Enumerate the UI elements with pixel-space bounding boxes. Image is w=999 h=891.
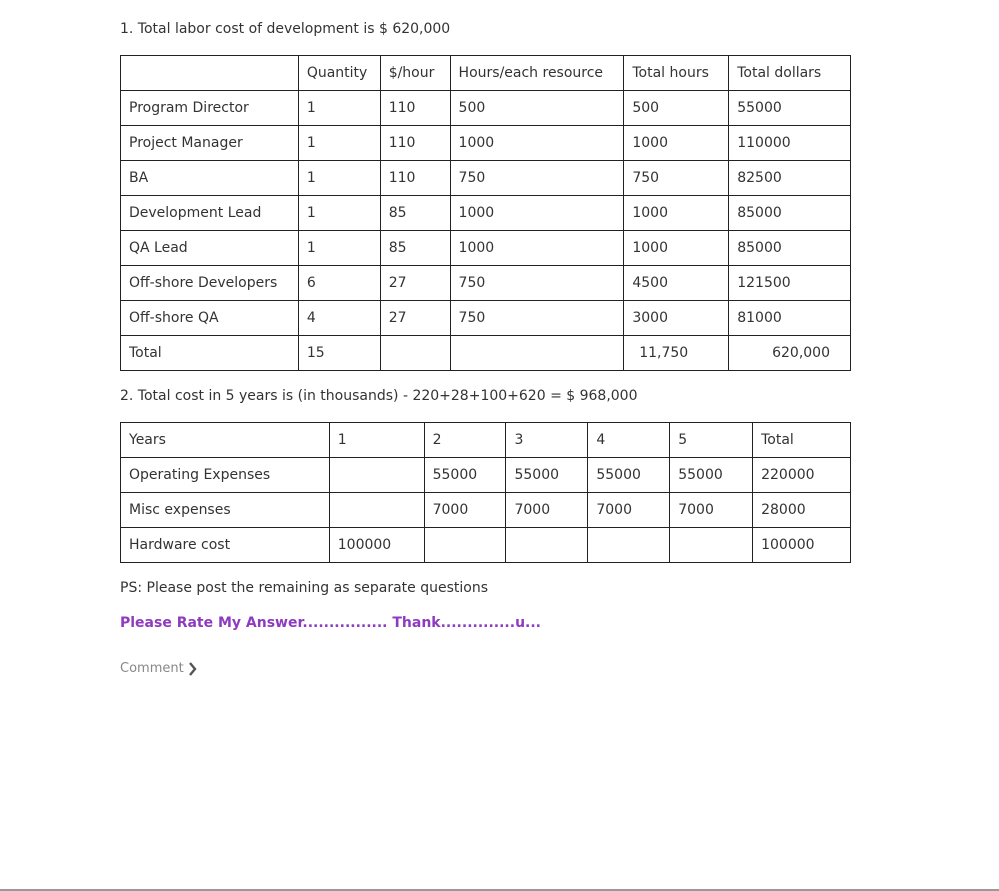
labor-cost-table — [120, 55, 851, 371]
table-row — [121, 423, 851, 458]
table-row — [121, 126, 851, 161]
comment-label: Comment — [120, 661, 184, 676]
table-cell: Hours/each resource — [450, 56, 624, 91]
chevron-right-icon — [188, 662, 197, 676]
table-cell — [380, 336, 450, 371]
table-cell: 1000 — [450, 231, 624, 266]
table-cell: 27 — [380, 301, 450, 336]
table-cell: 1 — [298, 161, 380, 196]
table-cell: 750 — [450, 161, 624, 196]
table-row — [121, 301, 851, 336]
table-cell: 4 — [588, 423, 670, 458]
table-cell: 620,000 — [729, 336, 851, 371]
table-cell: 100000 — [329, 528, 424, 563]
table-cell: Years — [121, 423, 330, 458]
table-cell: 85000 — [729, 196, 851, 231]
table-cell: 4 — [298, 301, 380, 336]
heading-labor-cost: 1. Total labor cost of development is $ 620,000 — [120, 21, 451, 37]
table-cell: 750 — [624, 161, 729, 196]
table-cell: 1000 — [624, 126, 729, 161]
table-row — [121, 231, 851, 266]
table-row — [121, 91, 851, 126]
table-cell: 7000 — [424, 493, 506, 528]
table-cell: 110 — [380, 161, 450, 196]
table-cell: 15 — [298, 336, 380, 371]
table-cell — [329, 493, 424, 528]
table-cell: 6 — [298, 266, 380, 301]
table-cell — [329, 458, 424, 493]
table-cell: 1 — [329, 423, 424, 458]
table-cell: 7000 — [588, 493, 670, 528]
table-cell — [506, 528, 588, 563]
table-cell: 28000 — [753, 493, 851, 528]
table-cell: Development Lead — [121, 196, 299, 231]
table-cell: 55000 — [588, 458, 670, 493]
ps-note: PS: Please post the remaining as separate questions — [120, 580, 488, 596]
table-cell — [588, 528, 670, 563]
table-row — [121, 56, 851, 91]
table-cell: 121500 — [729, 266, 851, 301]
table-row — [121, 266, 851, 301]
table-cell: 11,750 — [624, 336, 729, 371]
five-year-cost-table — [120, 422, 851, 563]
table-cell: 500 — [450, 91, 624, 126]
table-cell: 1000 — [450, 126, 624, 161]
table-cell: 55000 — [424, 458, 506, 493]
table-cell: 110000 — [729, 126, 851, 161]
heading-five-year-cost: 2. Total cost in 5 years is (in thousands) - 220+28+100+620 = $ 968,000 — [120, 388, 638, 404]
table-cell: 5 — [670, 423, 753, 458]
table-cell: 1 — [298, 126, 380, 161]
table-cell: 85000 — [729, 231, 851, 266]
table-cell: 3 — [506, 423, 588, 458]
table-cell: Off-shore QA — [121, 301, 299, 336]
table-cell: Hardware cost — [121, 528, 330, 563]
table-row — [121, 458, 851, 493]
table-cell: Quantity — [298, 56, 380, 91]
table-row — [121, 493, 851, 528]
table-cell: 1000 — [624, 231, 729, 266]
table-cell: 750 — [450, 266, 624, 301]
table-cell: 27 — [380, 266, 450, 301]
table-cell — [670, 528, 753, 563]
table-row — [121, 196, 851, 231]
table-cell — [424, 528, 506, 563]
table-cell — [450, 336, 624, 371]
table-cell: 750 — [450, 301, 624, 336]
table-cell: 110 — [380, 126, 450, 161]
table-cell: Program Director — [121, 91, 299, 126]
table-cell: 500 — [624, 91, 729, 126]
table-cell: 85 — [380, 196, 450, 231]
table-cell: 1 — [298, 196, 380, 231]
table-cell: Operating Expenses — [121, 458, 330, 493]
table-row — [121, 336, 851, 371]
table-cell: 220000 — [753, 458, 851, 493]
table-cell: 55000 — [670, 458, 753, 493]
table-cell: 100000 — [753, 528, 851, 563]
table-cell: 1 — [298, 91, 380, 126]
table-row — [121, 528, 851, 563]
table-cell: QA Lead — [121, 231, 299, 266]
table-cell: 7000 — [670, 493, 753, 528]
table-cell: Total — [121, 336, 299, 371]
table-cell: 1000 — [624, 196, 729, 231]
table-cell: $/hour — [380, 56, 450, 91]
table-cell: 7000 — [506, 493, 588, 528]
table-cell: 3000 — [624, 301, 729, 336]
table-cell: Off-shore Developers — [121, 266, 299, 301]
table-cell: 110 — [380, 91, 450, 126]
comment-link[interactable] — [120, 660, 197, 678]
table-cell: 81000 — [729, 301, 851, 336]
table-cell: 4500 — [624, 266, 729, 301]
table-row — [121, 161, 851, 196]
table-cell: 2 — [424, 423, 506, 458]
table-cell: 1 — [298, 231, 380, 266]
table-cell: Misc expenses — [121, 493, 330, 528]
table-cell — [121, 56, 299, 91]
table-cell: 85 — [380, 231, 450, 266]
table-cell: Project Manager — [121, 126, 299, 161]
table-cell: BA — [121, 161, 299, 196]
table-cell: 55000 — [729, 91, 851, 126]
table-cell: 55000 — [506, 458, 588, 493]
table-cell: 1000 — [450, 196, 624, 231]
table-cell: Total dollars — [729, 56, 851, 91]
table-cell: Total hours — [624, 56, 729, 91]
table-cell: 82500 — [729, 161, 851, 196]
table-cell: Total — [753, 423, 851, 458]
rate-answer-message: Please Rate My Answer................ Thank..............u... — [120, 615, 541, 631]
